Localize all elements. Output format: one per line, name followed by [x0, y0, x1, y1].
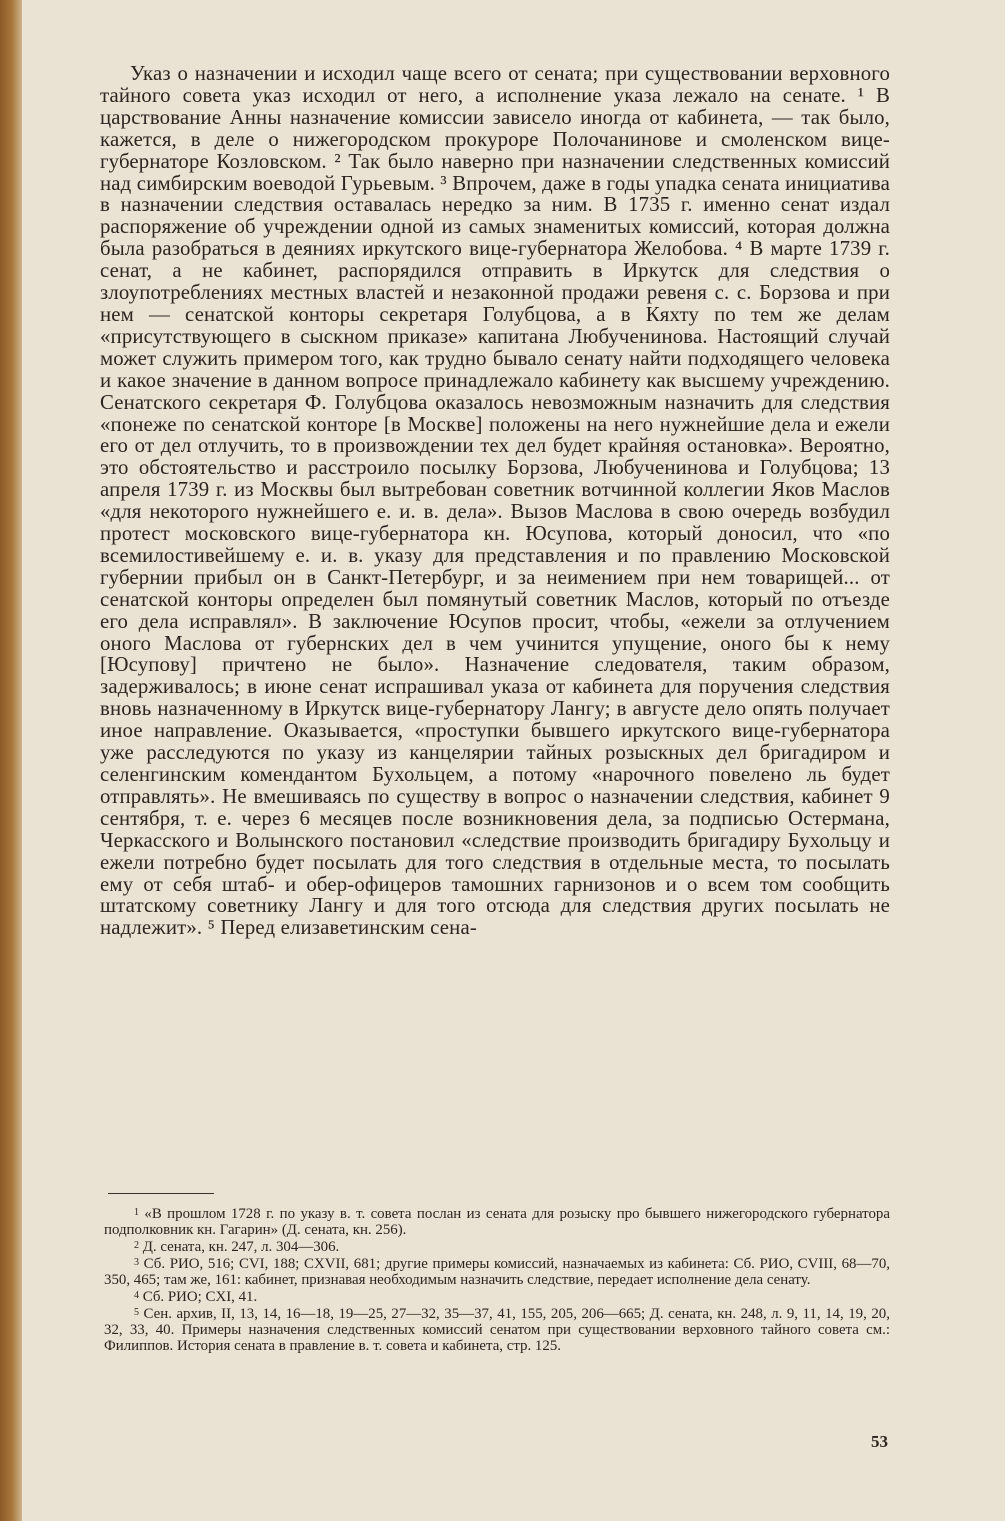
footnote-text: «В прошлом 1728 г. по указу в. т. совета послан из сената для розыску про бывшего нижегородского губернатора подполковник кн. Гагарин» (Д. сената, кн. 256).: [104, 1206, 890, 1238]
footnote-text: Сб. РИО; CXI, 41.: [142, 1289, 258, 1305]
footnotes: [104, 1205, 890, 1354]
body-paragraph: Указ о назначении и исходил чаще всего от сената; при существовании верховного тайного совета указ исходил от него, а исполнение указа лежало на сенате. ¹ В царствование Анны назначение комиссии зависело иногда от кабинета, — так было, кажется, в деле о нижегородском прокуроре Полочанинове и смоленском вице-губернаторе Козловском. ² Так было наверно при назначении следственных комиссий над симбирским воеводой Гурьевым. ³ Впрочем, даже в годы упадка сената инициатива в назначении следствия оставалась нередко за ним. В 1735 г. именно сенат издал распоряжение об учреждении одной из самых знаменитых комиссий, которая должна была разобраться в деяниях иркутского вице-губернатора Желобова. ⁴ В марте 1739 г. сенат, а не кабинет, распорядился отправить в Иркутск для следствия о злоупотреблениях местных властей и незаконной продажи ревеня с. с. Борзова и при нем — сенатской конторы секретаря Голубцова, а в Кяхту по тем же делам «присутствующего в сыскном приказе» капитана Любученинова. Настоящий случай может служить примером того, как трудно бывало сенату найти подходящего человека и какое значение в данном вопросе принадлежало кабинету как высшему учреждению. Сенатского секретаря Ф. Голубцова оказалось невозможным назначить для следствия «понеже по сенатской конторе [в Москве] положены на него нужнейшие дела и ежели его от дел отлучить, то в произвождении тех дел будет крайняя остановка». Вероятно, это обстоятельство и расстроило посылку Борзова, Любученинова и Голубцова; 13 апреля 1739 г. из Москвы был вытребован советник вотчинной коллегии Яков Маслов «для некоторого нужнейшего е. и. в. дела». Вызов Маслова в свою очередь возбудил протест московского вице-губернатора кн. Юсупова, который доносил, что «по всемилостивейшему е. и. в. указу для представления и по правлению Московской губернии прибыл он в Санкт-Петербург, и за неимением при нем товарищей... от сенатской конторы определен был помянутый советник Маслов, который по отъезде его дела исправлял». В заключение Юсупов просит, чтобы, «ежели за отлучением оного Маслова от губернских дел в чем учинится упущение, оного бы к нему [Юсупову] причтено не было». Назначение следователя, таким образом, задерживалось; в июне сенат испрашивал указа от кабинета для поручения следствия вновь назначенному в Иркутск вице-губернатору Лангу; в августе дело опять получает иное направление. Оказывается, «проступки бывшего иркутского вице-губернатора уже расследуются по указу из канцелярии тайных розыскных дел бригадиром и селенгинским комендантом Бухольцем, а потому «нарочного повелено ль будет отправлять». Не вмешиваясь по существу в вопрос о назначении следствия, кабинет 9 сентября, т. е. через 6 месяцев после возникновения дела, за подписью Остермана, Черкасского и Волынского постановил «следствие производить бригадиру Бухольцу и ежели потребно будет посылать для того следствия в отдельные места, то посылать ему от себя штаб- и обер-офицеров тамошних гарнизонов и о всем том сообщить штатскому советнику Лангу и для того отсюда для следствия других посылать не надлежит». ⁵ Перед елизаветинским сена-: [100, 62, 890, 940]
footnote: [104, 1255, 890, 1288]
footnote-separator: [108, 1193, 214, 1194]
footnote-text: Д. сената, кн. 247, л. 304—306.: [142, 1239, 340, 1255]
footnote: [104, 1205, 890, 1238]
footnote-text: Сен. архив, II, 13, 14, 16—18, 19—25, 27—32, 35—37, 41, 155, 205, 206—665; Д. сената, кн. 248, л. 9, 11, 14, 19, 20, 32, 33, 40. Примеры назначения следственных комиссий сенатом при существовании верховного тайного совета см.: Филиппов. История сената в правление в. т. совета и кабинета, стр. 125.: [104, 1306, 890, 1354]
footnote-number: 2: [134, 1240, 139, 1251]
main-text-block: [100, 63, 890, 939]
footnote-number: 1: [134, 1207, 139, 1218]
footnote-number: 3: [134, 1257, 139, 1268]
footnote: [104, 1305, 890, 1354]
page-number: 53: [871, 1432, 888, 1451]
footnote: [104, 1238, 890, 1255]
footnote-number: 4: [134, 1290, 139, 1301]
footnote-text: Сб. РИО, 516; CVI, 188; CXVII, 681; другие примеры комиссий, назначаемых из кабинета: Сб. РИО, CVIII, 68—70, 350, 465; там же, 161: кабинет, признавая необходимым назначить следствие, передает исполнение дела сенату.: [104, 1256, 890, 1288]
book-spine-edge: [0, 0, 22, 1521]
footnote: [104, 1288, 890, 1305]
footnote-number: 5: [134, 1307, 139, 1318]
